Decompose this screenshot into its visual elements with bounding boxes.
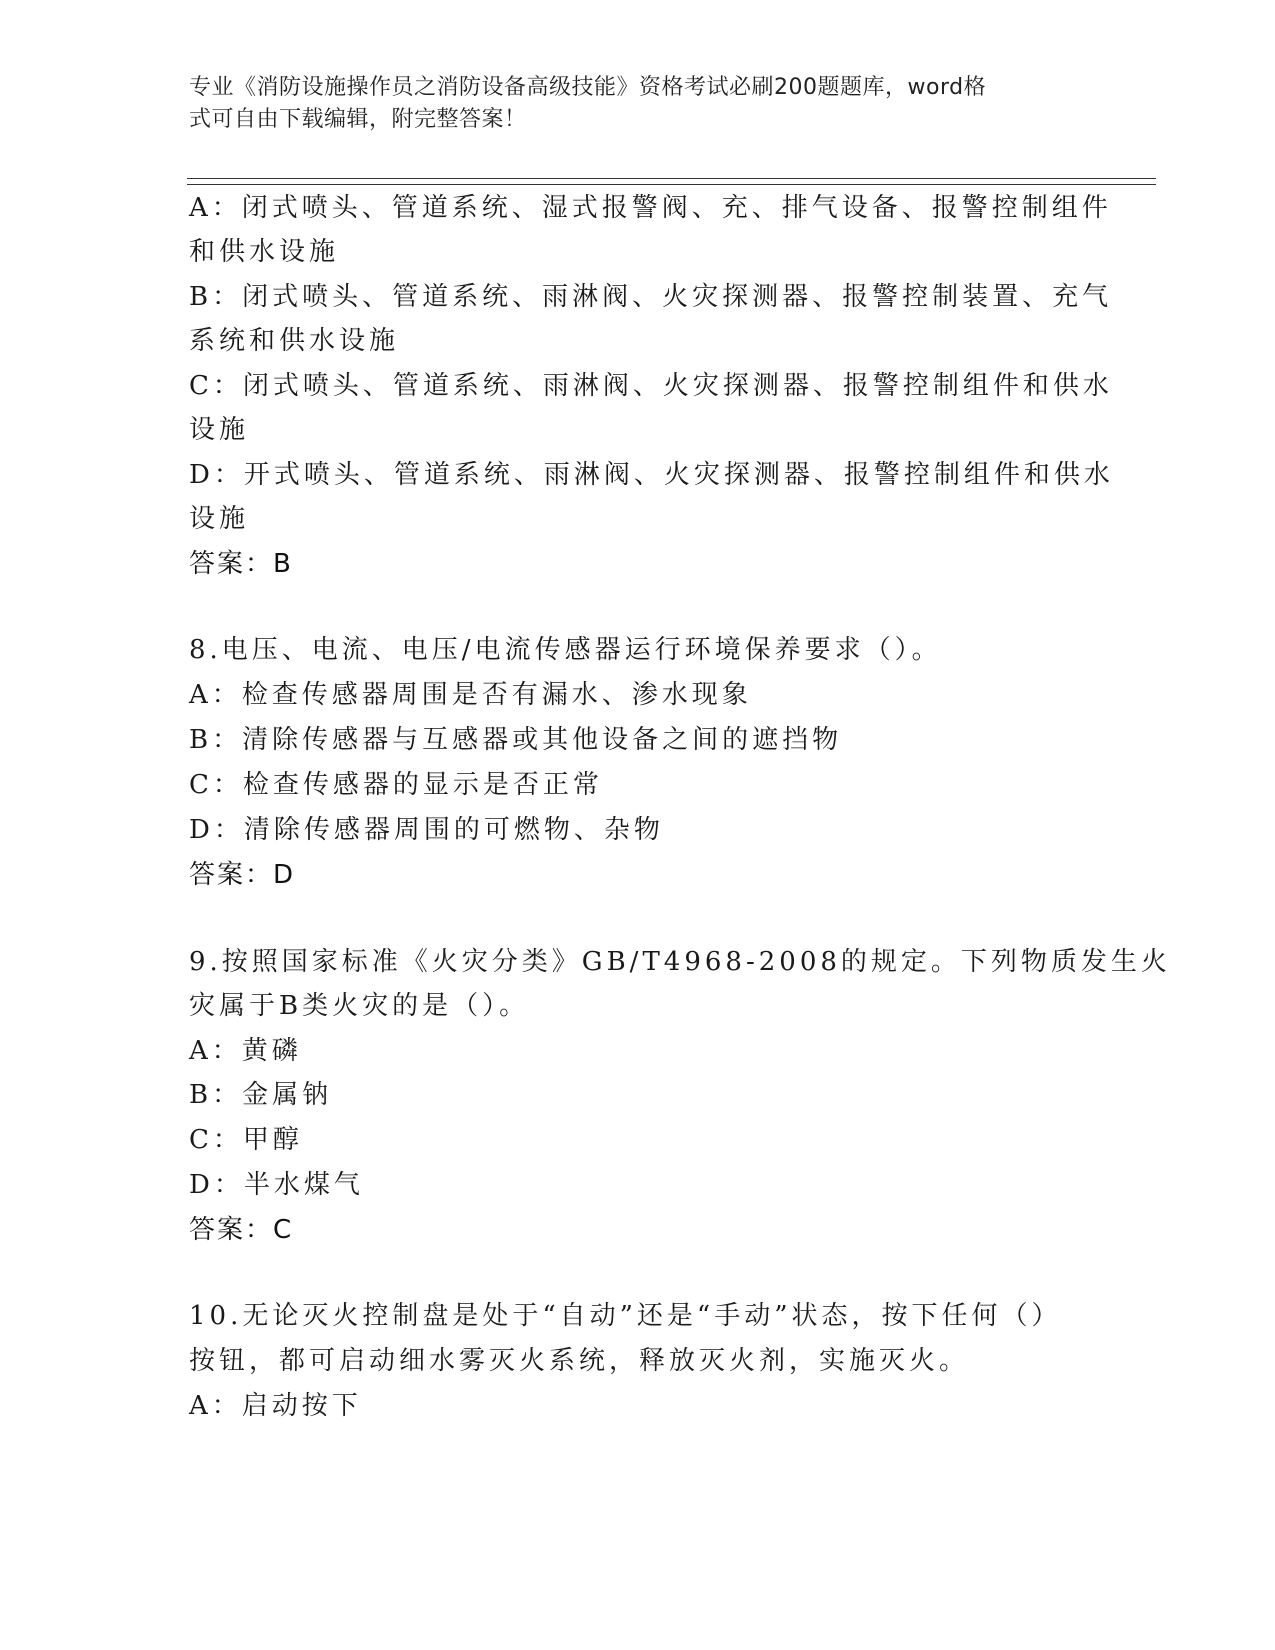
q9-option-d: D：半水煤气 (189, 1170, 364, 1200)
q7-option-b-line-2: 系统和供水设施 (189, 326, 400, 356)
q7-answer: 答案：B (189, 549, 293, 579)
q8-answer: 答案：D (189, 860, 296, 890)
q9-answer: 答案：C (189, 1215, 294, 1245)
header-divider-top (187, 178, 1156, 179)
q7-option-b-line-1: B：闭式喷头、管道系统、雨淋阀、火灾探测器、报警控制装置、充气 (189, 282, 1113, 312)
q10-stem-line-1: 10.无论灭火控制盘是处于“自动”还是“手动”状态，按下任何（） (189, 1301, 1062, 1331)
header-line-2: 式可自由下载编辑，附完整答案！ (189, 107, 527, 132)
q10-option-a: A：启动按下 (189, 1391, 362, 1421)
q10-stem-line-2: 按钮，都可启动细水雾灭火系统，释放灭火剂，实施灭火。 (189, 1346, 970, 1376)
q8-option-d: D：清除传感器周围的可燃物、杂物 (189, 815, 664, 845)
q7-option-c-line-1: C：闭式喷头、管道系统、雨淋阀、火灾探测器、报警控制组件和供水 (189, 371, 1113, 401)
q7-option-a-line-1: A：闭式喷头、管道系统、湿式报警阀、充、排气设备、报警控制组件 (189, 193, 1112, 223)
q8-option-b: B：清除传感器与互感器或其他设备之间的遮挡物 (189, 725, 843, 755)
q9-stem-line-2: 灾属于B类火灾的是（）。 (189, 991, 530, 1021)
q7-option-a-line-2: 和供水设施 (189, 237, 340, 267)
header-line-1: 专业《消防设施操作员之消防设备高级技能》资格考试必刷200题题库，word格 (189, 75, 987, 100)
q7-option-d-line-1: D：开式喷头、管道系统、雨淋阀、火灾探测器、报警控制组件和供水 (189, 460, 1114, 490)
q9-option-b: B：金属钠 (189, 1080, 333, 1110)
q7-option-d-line-2: 设施 (189, 504, 250, 534)
document-header (189, 72, 1069, 136)
q7-option-c-line-2: 设施 (189, 415, 250, 445)
q9-stem-line-1: 9.按照国家标准《火灾分类》GB/T4968-2008的规定。下列物质发生火 (189, 947, 1171, 977)
q9-option-c: C：甲醇 (189, 1125, 303, 1155)
q8-stem: 8.电压、电流、电压/电流传感器运行环境保养要求（）。 (189, 635, 942, 665)
q8-option-c: C：检查传感器的显示是否正常 (189, 770, 603, 800)
q9-option-a: A：黄磷 (189, 1036, 302, 1066)
header-divider-bottom (187, 184, 1156, 185)
q8-option-a: A：检查传感器周围是否有漏水、渗水现象 (189, 680, 752, 710)
